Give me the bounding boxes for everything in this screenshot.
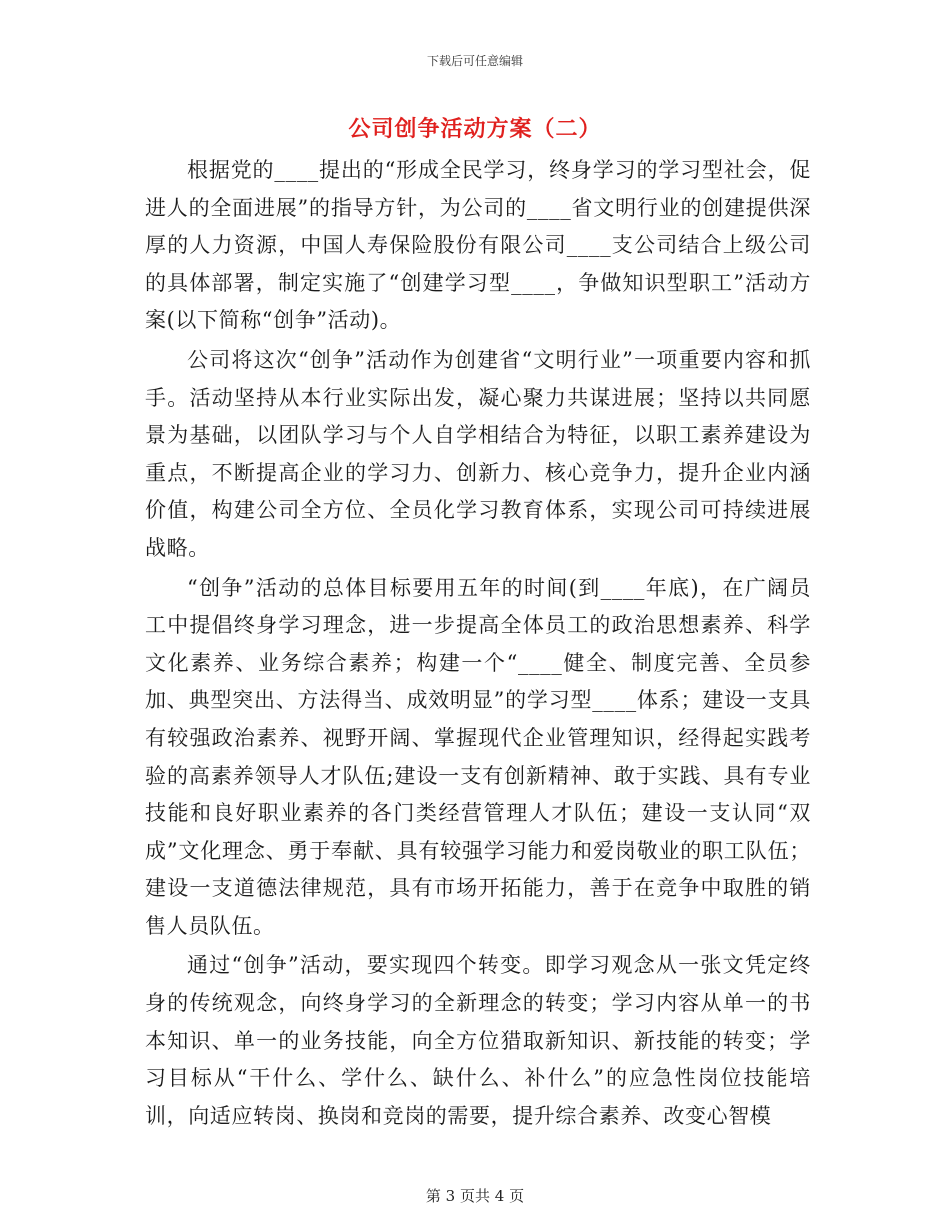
- page-number: 第 3 页共 4 页: [425, 1187, 525, 1205]
- document-body: [145, 152, 811, 1137]
- body-paragraph: “创争”活动的总体目标要用五年的时间(到____年底)，在广阔员工中提倡终身学习理念，进一步提高全体员工的政治思想素养、科学文化素养、业务综合素养；构建一个“____健全、制度完善、全员参加、典型突出、方法得当、成效明显”的学习型____体系；建设一支具有较强政治素养、视野开阔、掌握现代企业管理知识，经得起实践考验的高素养领导人才队伍;建设一支有创新精神、敢于实践、具有专业技能和良好职业素养的各门类经营管理人才队伍；建设一支认同“双成”文化理念、勇于奉献、具有较强学习能力和爱岗敬业的职工队伍；建设一支道德法律规范，具有市场开拓能力，善于在竞争中取胜的销售人员队伍。: [145, 575, 811, 938]
- document-title: 公司创争活动方案（二）: [348, 116, 602, 142]
- page-header-note: 下载后可任意编辑: [426, 54, 523, 68]
- body-paragraph: 公司将这次“创争”活动作为创建省“文明行业”一项重要内容和抓手。活动坚持从本行业实际出发，凝心聚力共谋进展；坚持以共同愿景为基础，以团队学习与个人自学相结合为特征，以职工素养建设为重点，不断提高企业的学习力、创新力、核心竞争力，提升企业内涵价值，构建公司全方位、全员化学习教育体系，实现公司可持续进展战略。: [145, 347, 811, 560]
- body-paragraph: 根据党的____提出的“形成全民学习，终身学习的学习型社会，促进人的全面进展”的指导方针，为公司的____省文明行业的创建提供深厚的人力资源，中国人寿保险股份有限公司____支公司结合上级公司的具体部署，制定实施了“创建学习型____，争做知识型职工”活动方案(以下简称“创争”活动)。: [145, 158, 811, 333]
- body-paragraph: 通过“创争”活动，要实现四个转变。即学习观念从一张文凭定终身的传统观念，向终身学习的全新理念的转变；学习内容从单一的书本知识、单一的业务技能，向全方位猎取新知识、新技能的转变；学习目标从“干什么、学什么、缺什么、补什么”的应急性岗位技能培训，向适应转岗、换岗和竞岗的需要，提升综合素养、改变心智模: [145, 953, 811, 1128]
